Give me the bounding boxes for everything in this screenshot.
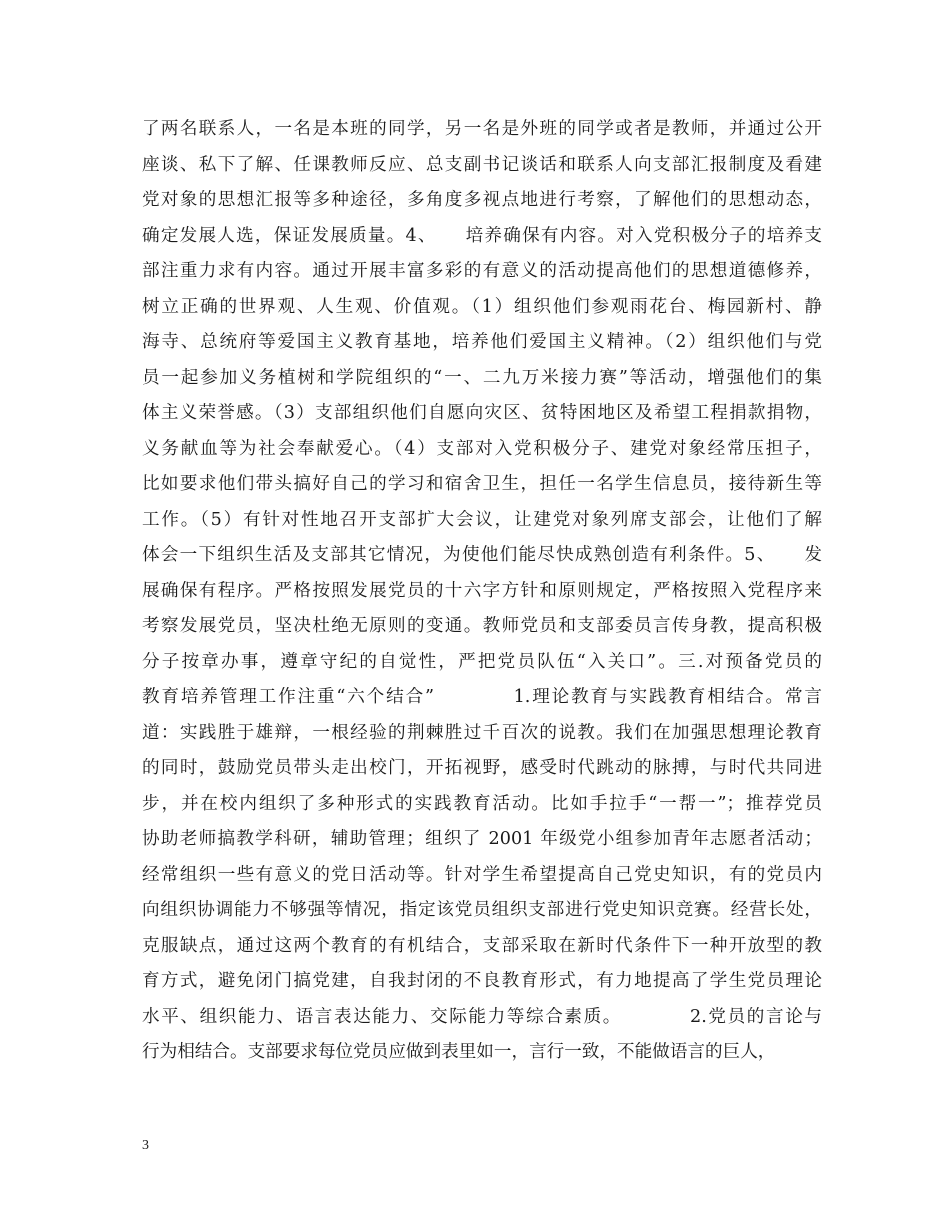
text-line: 教育培养管理工作注重“六个结合” 1.理论教育与实践教育相结合。常言 [142, 687, 822, 707]
text-line: 义务献血等为社会奉献爱心。（4）支部对入党积极分子、建党对象经常压担子， [142, 438, 822, 459]
text-line: 水平、组织能力、语言表达能力、交际能力等综合素质。 2.党员的言论与 [142, 1006, 822, 1027]
text-line: 步，并在校内组织了多种形式的实践教育活动。比如手拉手“一帮一”；推荐党员 [142, 793, 822, 814]
text-line: 树立正确的世界观、人生观、价值观。（1）组织他们参观雨花台、梅园新村、静 [142, 296, 822, 317]
text-line: 向组织协调能力不够强等情况，指定该党员组织支部进行党史知识竞赛。经营长处， [142, 900, 822, 920]
text-line: 的同时，鼓励党员带头走出校门，开拓视野，感受时代跳动的脉搏，与时代共同进 [142, 758, 822, 778]
text-line: 海寺、总统府等爱国主义教育基地，培养他们爱国主义精神。（2）组织他们与党 [142, 332, 822, 352]
text-line: 克服缺点，通过这两个教育的有机结合，支部采取在新时代条件下一种开放型的教 [142, 935, 822, 956]
text-line: 工作。（5）有针对性地召开支部扩大会议，让建党对象列席支部会，让他们了解 [142, 509, 822, 530]
text-line: 了两名联系人，一名是本班的同学，另一名是外班的同学或者是教师，并通过公开 [142, 119, 822, 139]
text-line: 行为相结合。支部要求每位党员应做到表里如一，言行一致，不能做语言的巨人， [142, 1042, 776, 1062]
text-line: 确定发展人选，保证发展质量。4、 培养确保有内容。对入党积极分子的培养支 [142, 225, 822, 246]
text-line: 员一起参加义务植树和学院组织的“一、二九万米接力赛”等活动，增强他们的集 [142, 367, 822, 388]
text-line: 体会一下组织生活及支部其它情况，为使他们能尽快成熟创造有利条件。5、 发 [142, 545, 822, 565]
text-line: 经常组织一些有意义的党日活动等。针对学生希望提高自己党史知识，有的党员内 [142, 864, 822, 885]
text-line: 协助老师搞教学科研，辅助管理；组织了 2001 年级党小组参加青年志愿者活动； [142, 829, 822, 849]
page-number: 3 [142, 1138, 149, 1153]
text-line: 座谈、私下了解、任课教师反应、总支副书记谈话和联系人向支部汇报制度及看建 [142, 154, 822, 175]
text-line: 比如要求他们带头搞好自己的学习和宿舍卫生，担任一名学生信息员，接待新生等 [142, 474, 822, 494]
text-line: 党对象的思想汇报等多种途径，多角度多视点地进行考察，了解他们的思想动态， [142, 190, 822, 210]
text-line: 考察发展党员，坚决杜绝无原则的变通。教师党员和支部委员言传身教，提高积极 [142, 616, 822, 636]
text-line: 体主义荣誉感。（3）支部组织他们自愿向灾区、贫特困地区及希望工程捐款捐物， [142, 403, 822, 423]
body-text [142, 112, 822, 1071]
text-line: 部注重力求有内容。通过开展丰富多彩的有意义的活动提高他们的思想道德修养， [142, 261, 822, 281]
text-line: 育方式，避免闭门搞党建，自我封闭的不良教育形式，有力地提高了学生党员理论 [142, 971, 822, 991]
text-line: 分子按章办事，遵章守纪的自觉性，严把党员队伍“入关口”。三.对预备党员的 [142, 651, 822, 672]
text-line: 展确保有程序。严格按照发展党员的十六字方针和原则规定，严格按照入党程序来 [142, 580, 822, 601]
text-line: 道：实践胜于雄辩，一根经验的荆棘胜过千百次的说教。我们在加强思想理论教育 [142, 722, 822, 743]
